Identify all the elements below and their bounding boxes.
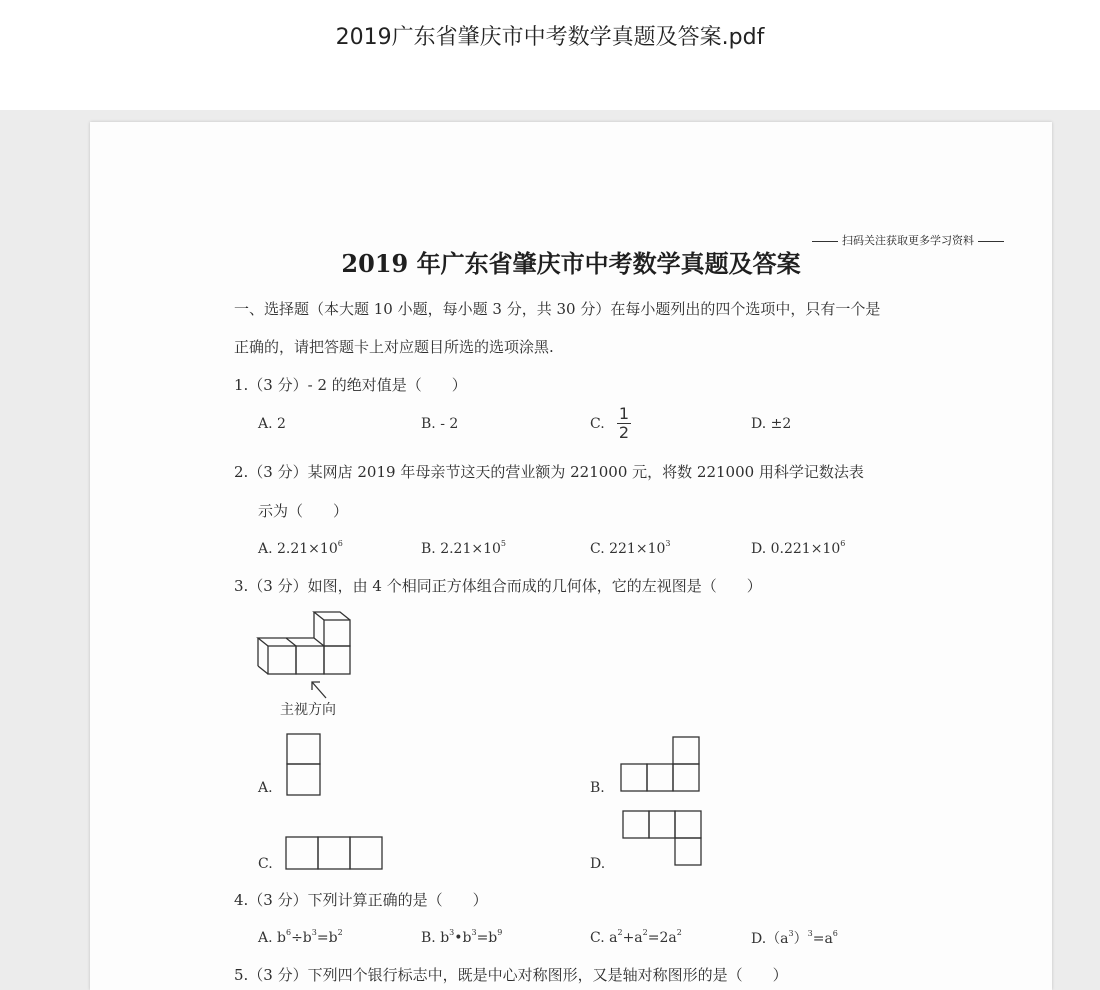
- question-4-stem: 4.（3 分）下列计算正确的是（ ）: [234, 891, 488, 909]
- q3-option-b-figure: [620, 736, 702, 794]
- promo-text: 扫码关注获取更多学习资料: [842, 234, 974, 247]
- fraction-numerator: 1: [618, 404, 630, 423]
- q3-option-a-figure: [286, 733, 322, 797]
- q3-option-c-figure: [285, 836, 385, 872]
- pdf-page: [90, 122, 1052, 990]
- q3-option-d-label: D.: [590, 856, 606, 872]
- document-header: [0, 0, 1100, 110]
- page-title: 2019 年广东省肇庆市中考数学真题及答案: [341, 249, 801, 278]
- question-1-stem: 1.（3 分）- 2 的绝对值是（ ）: [234, 376, 467, 394]
- question-5-stem: 5.（3 分）下列四个银行标志中，既是中心对称图形，又是轴对称图形的是（ ）: [234, 966, 788, 984]
- q2-option-c: C. $221\times 10^3$: [590, 539, 671, 557]
- q4-option-c: C. $a^2+a^2=2a^2$: [590, 928, 682, 946]
- q3-option-b-label: B.: [590, 780, 605, 796]
- q4-option-d: $D.(a^3)^3=a^6$: [751, 929, 838, 947]
- q1-option-a: A. 2: [258, 416, 286, 432]
- question-2-stem-line-1: 2.（3 分）某网店 2019 年母亲节这天的营业额为 221000 元，将数 221000 用科学记数法表: [234, 463, 864, 481]
- fraction-denominator: 2: [618, 423, 630, 442]
- section-intro-line-1: 一、选择题（本大题 10 小题，每小题 3 分，共 30 分）在每小题列出的四个选项中，只有一个是: [234, 300, 881, 318]
- q4-option-b: B. $b^3•b^3=b^9$: [421, 928, 503, 946]
- q3-option-d-figure: [622, 810, 704, 868]
- q2-option-b: B. $2.21\times 10^5$: [421, 539, 506, 557]
- document-filename: 2019广东省肇庆市中考数学真题及答案.pdf: [335, 25, 765, 50]
- q1-option-b: B. - 2: [421, 416, 459, 432]
- q3-option-c-label: C.: [258, 856, 273, 872]
- q3-option-a-label: A.: [258, 780, 273, 796]
- q2-option-d: D. $0.221\times 10^6$: [751, 539, 846, 557]
- q4-option-a: A. $b^6\div b^3=b^2$: [258, 928, 343, 946]
- question-2-stem-line-2: 示为（ ）: [258, 502, 349, 520]
- q1-option-c-label: C.: [590, 416, 605, 432]
- question-3-stem: 3.（3 分）如图，由 4 个相同正方体组合而成的几何体，它的左视图是（ ）: [234, 577, 762, 595]
- q1-option-d: D. ±2: [751, 416, 792, 432]
- q2-option-a: A. $2.21\times 10^6$: [258, 539, 343, 557]
- q1-option-c-fraction: [617, 406, 631, 441]
- figure-caption: 主视方向: [280, 702, 336, 718]
- section-intro-line-2: 正确的，请把答题卡上对应题目所选的选项涂黑.: [234, 338, 554, 356]
